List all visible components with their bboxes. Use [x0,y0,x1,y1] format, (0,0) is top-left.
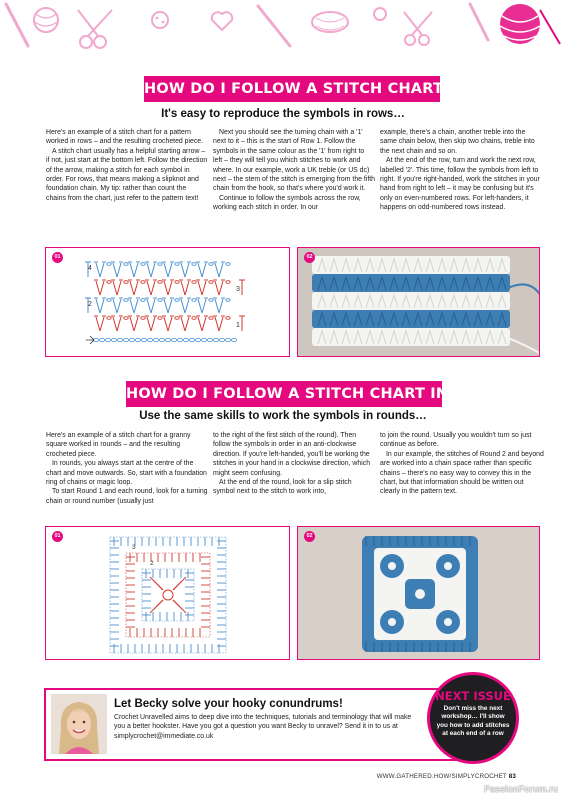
paragraph: A stitch chart usually has a helpful starting arrow – if not, just start at the bottom left. Follow the direction of the arrow, making a stitch for each symbol in order. For rows, that means making a slipknot and foundation chain. My tip: rather than count the chains from the chart, just refer to the pattern text! [46,147,208,202]
chart-badge: 01 [52,252,63,263]
treble-v-stitch [96,281,104,295]
round-number-label: 2 [150,560,154,567]
treble-v-stitch [130,317,138,331]
corner-gap [444,562,452,570]
chain-stitch [117,338,122,341]
chain-stitch [159,338,164,341]
chain-stitch [158,317,162,320]
round1-treble [150,600,163,613]
rows-stitch-chart-panel [45,247,290,357]
treble-v-stitch [181,317,189,331]
round1-treble [173,600,186,613]
paragraph: In our example, the stitches of Round 2 and beyond are worked into a chain space rather than specific chains – there's no easy way to convey this in the chart, but that information should be written out clearly in the pattern text. [380,450,544,496]
page-number: 83 [508,773,516,780]
chain-stitch [124,281,128,284]
start-arrow-icon [86,336,94,344]
chain-stitch [141,338,146,341]
chain-stitch [105,338,110,341]
treble-v-stitch [96,263,104,277]
chain-stitch [192,317,196,320]
chain-space-outline [110,537,226,653]
chain-stitch [158,281,162,284]
chain-stitch [141,263,145,266]
corner-gap [388,618,396,626]
granny-square-stitch-chart [46,527,289,659]
treble-v-stitch [164,263,172,277]
hook-icon-3 [470,4,488,40]
treble-v-stitch [198,281,206,295]
treble-v-stitch [181,263,189,277]
chain-stitch [231,338,236,341]
treble-v-stitch [147,317,155,331]
chain-stitch [107,263,111,266]
page-url: WWW.GATHERED.HOW/SIMPLYCROCHET [376,773,507,780]
chain-stitch [153,338,158,341]
round-number-label: 3 [132,544,136,551]
chain-stitch [111,338,116,341]
paragraph: Here's an example of a stitch chart for a granny square worked in rounds – and the resulting crocheted piece. [46,432,191,458]
treble-v-stitch [147,281,155,295]
chain-stitch [207,338,212,341]
section2-subhead: Use the same skills to work the symbols in rounds… [139,410,427,422]
chain-stitch [123,338,128,341]
yarn-ball-icon-2 [500,4,560,44]
chain-stitch [219,338,224,341]
paragraph: example, there's a chain, another treble into the same chain below, then skip two chains, treble into the next chain and so on. [380,129,535,155]
section2-column-2 [213,431,375,497]
chain-stitch [99,338,104,341]
treble-v-stitch [164,317,172,331]
paragraph: to join the round. Usually you wouldn't turn so just continue as before. [380,432,532,449]
next-issue-title: NEXT ISSUE [435,689,511,703]
corner-gap [444,618,452,626]
chain-stitch [107,317,111,320]
treble-v-stitch [181,299,189,313]
chain-space-outline [126,553,210,637]
treble-v-stitch [181,281,189,295]
button-icon [152,12,168,28]
chain-stitch [147,338,152,341]
treble-v-stitch [215,281,223,295]
rounds-crochet-photo [297,526,540,660]
treble-v-stitch [215,299,223,313]
treble-v-stitch [113,299,121,313]
granny-square-image [298,527,540,660]
treble-v-stitch [113,263,121,277]
chain-stitch [165,338,170,341]
chain-stitch [124,299,128,302]
chain-stitch [158,263,162,266]
treble-v-stitch [215,263,223,277]
paragraph: At the end of the row, turn and work the next row, labelled '2'. This time, follow the symbols from left to right. If you're right-handed, work the stitches in your hand from right to left – it may be confusing but it's only on even-numbered rows. For left-handers, it happens on odd-numbered rows instead. [380,157,540,212]
round1-treble [150,577,163,590]
treble-v-stitch [147,263,155,277]
rows-crochet-swatch-image [298,248,540,357]
chain-stitch [175,317,179,320]
next-issue-text: Don't miss the next workshop… I'll show you how to add stitches at each end of a row [436,705,510,737]
section2-banner: HOW DO I FOLLOW A STITCH CHART IN ROUNDS? [126,381,442,407]
chain-stitch [209,299,213,302]
heart-icon [212,12,233,30]
chain-stitch [175,281,179,284]
center-ring [415,589,425,599]
chain-stitch [158,299,162,302]
chain-stitch [129,338,134,341]
treble-v-stitch [198,263,206,277]
chain-stitch [175,299,179,302]
chain-stitch [171,338,176,341]
chain-space-outline [142,569,194,621]
rows-stitch-chart [46,248,289,356]
treble-v-stitch [113,317,121,331]
chart-badge: 01 [52,531,63,542]
yarn-skein-icon [312,12,348,32]
photo-badge: 02 [304,531,315,542]
treble-v-stitch [96,299,104,313]
chain-stitch [226,299,230,302]
section1-column-3 [380,128,544,213]
paragraph: to the right of the first stitch of the round). Then follow the symbols in order in an anti-clockwise direction. If you're left-handed, you'll be working the stitches in your hand in a clockwise direction, which might seem confusing. [213,432,371,477]
treble-v-stitch [164,281,172,295]
round1-treble [173,577,186,590]
chain-stitch [226,263,230,266]
chain-stitch [135,338,140,341]
section1-column-2 [213,128,375,213]
treble-v-stitch [130,299,138,313]
corner-gap [388,562,396,570]
magic-ring [163,590,173,600]
paragraph: To start Round 1 and each round, look for a turning chain or round number (usually just [46,488,208,505]
paragraph: Continue to follow the symbols across the row, working each stitch in order. In our [213,194,361,212]
treble-v-stitch [130,263,138,277]
section2-column-1 [46,431,208,506]
chain-stitch [177,338,182,341]
paragraph: Here's an example of a stitch chart for a pattern worked in rows – and the resulting crocheted piece. [46,129,204,146]
chain-stitch [225,338,230,341]
yarn-ball-icon [34,8,58,32]
callout-title: Let Becky solve your hooky conundrums! [114,698,343,710]
watermark: PassionForum.ru [483,784,558,794]
treble-v-stitch [130,281,138,295]
chain-stitch [209,263,213,266]
chain-stitch [213,338,218,341]
chain-stitch [107,299,111,302]
paragraph: In rounds, you always start at the centre of the chart and move outwards. So, start with a foundation ring of chains or magic loop. [46,460,207,487]
page-footer [377,773,516,780]
callout-text: Crochet Unravelled aims to deep dive into the techniques, tutorials and terminology that will make you a better hookster. Have you got a question you want Becky to unravel? Send it in to us at simplycrochet@immediate.co.uk [114,714,412,740]
chain-stitch [195,338,200,341]
chain-stitch [175,263,179,266]
chain-stitch [141,317,145,320]
chain-stitch [141,299,145,302]
chain-stitch [209,281,213,284]
crochet-hook-icon [6,4,28,46]
treble-v-stitch [198,299,206,313]
chain-stitch [192,281,196,284]
row-number-label: 2 [88,301,92,308]
chain-stitch [124,263,128,266]
scissors-icon-2 [404,12,432,45]
photo-badge: 02 [304,252,315,263]
treble-v-stitch [96,317,104,331]
section1-banner: HOW DO I FOLLOW A STITCH CHART IN ROWS? [144,76,440,102]
scissors-icon [78,10,112,48]
chain-stitch [192,263,196,266]
header-decoration [0,0,566,62]
treble-v-stitch [198,317,206,331]
hook-icon-2 [258,6,290,46]
section1-subhead: It's easy to reproduce the symbols in rows… [161,108,405,120]
section1-column-1 [46,128,208,203]
paragraph: Next you should see the turning chain with a '1' next to it – this is the start of Row 1. Follow the symbols in the same colour as the '1' from right to left – they will tell you which stitches to work and where. In our example, work a UK treble (or US dc) next – the stem of the stitch is emerging from the fifth chain from the hook, so that's where you'd work it. [213,129,376,193]
section2-column-3 [380,431,544,497]
row-number-label: 4 [88,265,92,272]
chain-stitch [209,317,213,320]
treble-v-stitch [147,299,155,313]
chain-stitch [183,338,188,341]
rounds-stitch-chart-panel [45,526,290,660]
treble-v-stitch [164,299,172,313]
chain-stitch [189,338,194,341]
paragraph: At the end of the round, look for a slip stitch symbol next to the stitch to work into, [213,479,352,496]
chain-stitch [124,317,128,320]
chain-stitch [226,281,230,284]
chain-stitch [107,281,111,284]
row-number-label: 1 [236,322,240,329]
chain-stitch [226,317,230,320]
chain-stitch [192,299,196,302]
becky-avatar [51,694,107,754]
row-number-label: 3 [236,286,240,293]
treble-v-stitch [215,317,223,331]
button-icon-2 [374,8,386,20]
chain-stitch [141,281,145,284]
rows-crochet-photo [297,247,540,357]
treble-v-stitch [113,281,121,295]
chain-stitch [201,338,206,341]
